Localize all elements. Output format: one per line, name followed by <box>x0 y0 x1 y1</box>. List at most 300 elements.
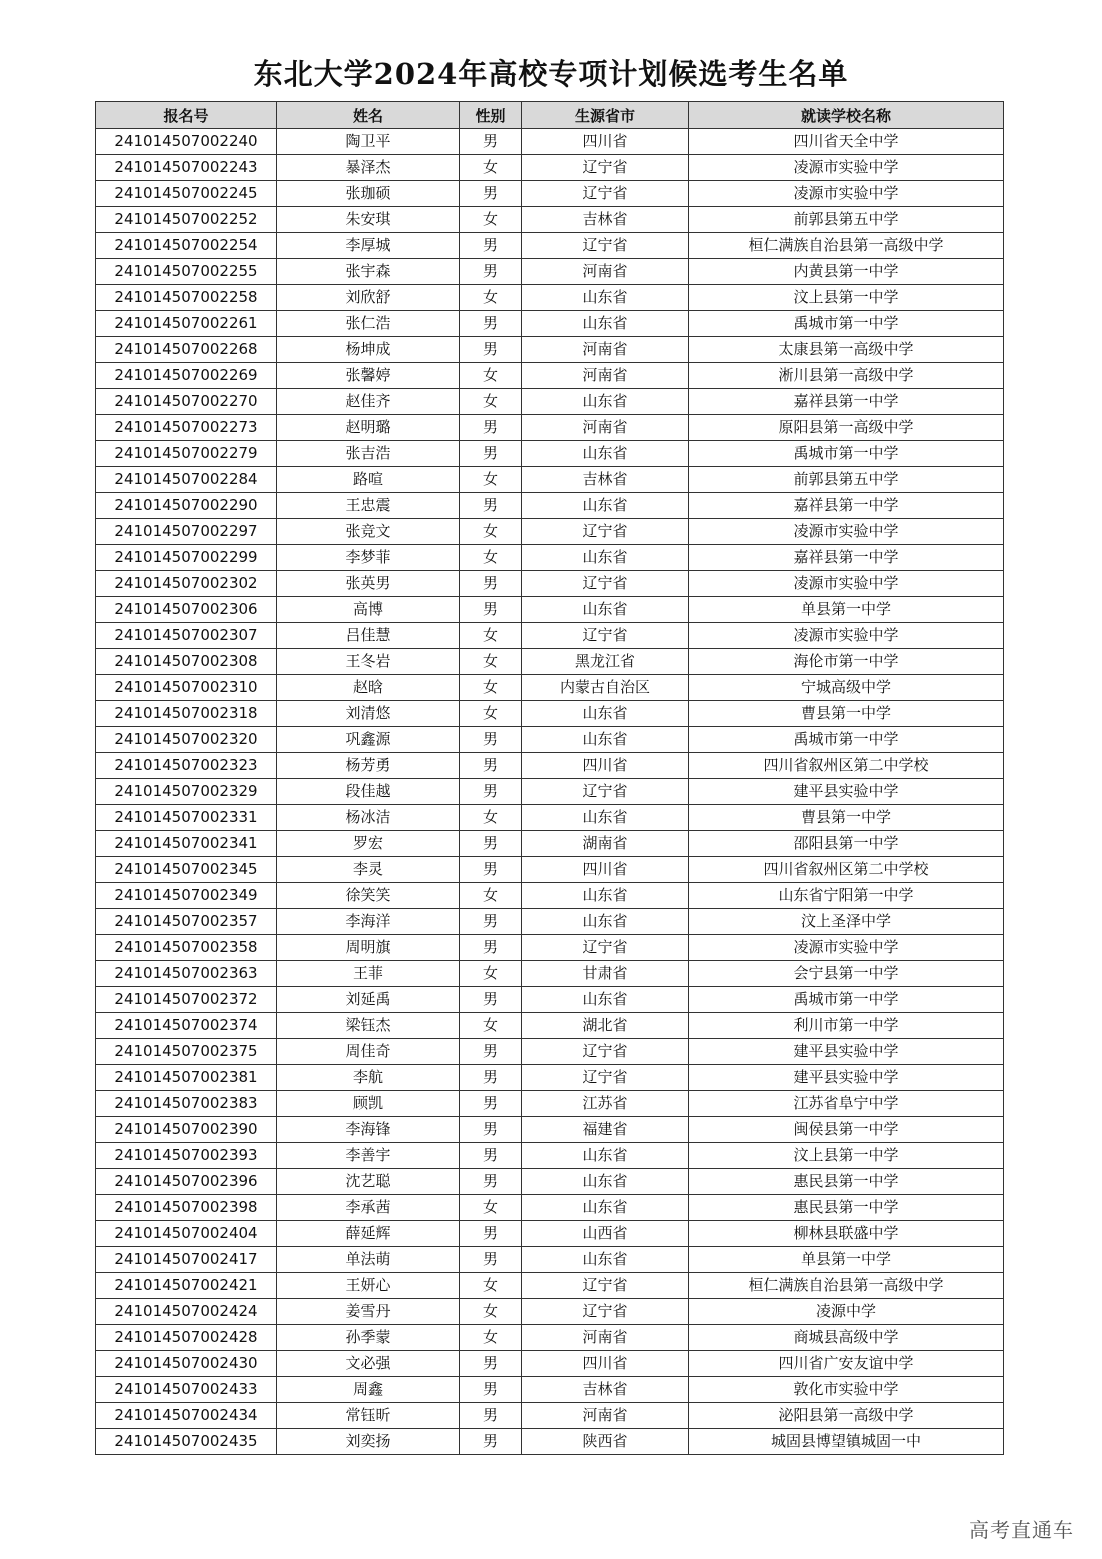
registration-number-cell: 241014507002310 <box>96 675 277 701</box>
gender-cell: 女 <box>460 1013 522 1039</box>
name-cell: 薛延辉 <box>277 1221 460 1247</box>
gender-cell: 男 <box>460 1143 522 1169</box>
school-cell: 凌源市实验中学 <box>689 519 1004 545</box>
col-header-province: 生源省市 <box>522 102 689 129</box>
registration-number-cell: 241014507002435 <box>96 1429 277 1455</box>
registration-number-cell: 241014507002290 <box>96 493 277 519</box>
name-cell: 巩鑫源 <box>277 727 460 753</box>
province-cell: 辽宁省 <box>522 935 689 961</box>
table-row <box>96 727 1004 753</box>
school-cell: 海伦市第一中学 <box>689 649 1004 675</box>
school-cell: 太康县第一高级中学 <box>689 337 1004 363</box>
name-cell: 孙季蒙 <box>277 1325 460 1351</box>
province-cell: 山东省 <box>522 701 689 727</box>
province-cell: 山东省 <box>522 389 689 415</box>
gender-cell: 女 <box>460 1299 522 1325</box>
school-cell: 禹城市第一中学 <box>689 727 1004 753</box>
province-cell: 湖南省 <box>522 831 689 857</box>
gender-cell: 男 <box>460 1065 522 1091</box>
province-cell: 山东省 <box>522 493 689 519</box>
gender-cell: 男 <box>460 779 522 805</box>
table-row <box>96 1039 1004 1065</box>
school-cell: 泌阳县第一高级中学 <box>689 1403 1004 1429</box>
name-cell: 顾凯 <box>277 1091 460 1117</box>
school-cell: 禹城市第一中学 <box>689 441 1004 467</box>
province-cell: 山东省 <box>522 805 689 831</box>
table-row <box>96 1143 1004 1169</box>
name-cell: 朱安琪 <box>277 207 460 233</box>
school-cell: 禹城市第一中学 <box>689 311 1004 337</box>
gender-cell: 女 <box>460 285 522 311</box>
col-header-registration-number: 报名号 <box>96 102 277 129</box>
registration-number-cell: 241014507002240 <box>96 129 277 155</box>
registration-number-cell: 241014507002245 <box>96 181 277 207</box>
gender-cell: 女 <box>460 1273 522 1299</box>
gender-cell: 女 <box>460 675 522 701</box>
table-row <box>96 909 1004 935</box>
gender-cell: 男 <box>460 1039 522 1065</box>
gender-cell: 女 <box>460 623 522 649</box>
gender-cell: 女 <box>460 883 522 909</box>
registration-number-cell: 241014507002261 <box>96 311 277 337</box>
registration-number-cell: 241014507002433 <box>96 1377 277 1403</box>
province-cell: 山西省 <box>522 1221 689 1247</box>
school-cell: 单县第一中学 <box>689 1247 1004 1273</box>
table-row <box>96 1377 1004 1403</box>
gender-cell: 女 <box>460 389 522 415</box>
table-row <box>96 155 1004 181</box>
registration-number-cell: 241014507002396 <box>96 1169 277 1195</box>
table-row <box>96 181 1004 207</box>
registration-number-cell: 241014507002258 <box>96 285 277 311</box>
registration-number-cell: 241014507002381 <box>96 1065 277 1091</box>
col-header-school: 就读学校名称 <box>689 102 1004 129</box>
province-cell: 辽宁省 <box>522 1273 689 1299</box>
registration-number-cell: 241014507002273 <box>96 415 277 441</box>
gender-cell: 男 <box>460 987 522 1013</box>
school-cell: 内黄县第一中学 <box>689 259 1004 285</box>
name-cell: 李善宇 <box>277 1143 460 1169</box>
table-row <box>96 675 1004 701</box>
province-cell: 吉林省 <box>522 1377 689 1403</box>
table-row <box>96 753 1004 779</box>
name-cell: 李梦菲 <box>277 545 460 571</box>
registration-number-cell: 241014507002430 <box>96 1351 277 1377</box>
table-row <box>96 207 1004 233</box>
name-cell: 王妍心 <box>277 1273 460 1299</box>
gender-cell: 男 <box>460 1351 522 1377</box>
table-row <box>96 1351 1004 1377</box>
table-row <box>96 1221 1004 1247</box>
province-cell: 福建省 <box>522 1117 689 1143</box>
school-cell: 宁城高级中学 <box>689 675 1004 701</box>
gender-cell: 男 <box>460 311 522 337</box>
candidate-table <box>95 101 1004 1455</box>
table-row <box>96 987 1004 1013</box>
registration-number-cell: 241014507002404 <box>96 1221 277 1247</box>
province-cell: 山东省 <box>522 909 689 935</box>
registration-number-cell: 241014507002390 <box>96 1117 277 1143</box>
registration-number-cell: 241014507002329 <box>96 779 277 805</box>
province-cell: 河南省 <box>522 337 689 363</box>
table-header <box>96 102 1004 129</box>
name-cell: 刘奕扬 <box>277 1429 460 1455</box>
watermark: 高考直通车 <box>969 1518 1074 1542</box>
table-row <box>96 311 1004 337</box>
registration-number-cell: 241014507002302 <box>96 571 277 597</box>
registration-number-cell: 241014507002331 <box>96 805 277 831</box>
province-cell: 陕西省 <box>522 1429 689 1455</box>
table-row <box>96 545 1004 571</box>
registration-number-cell: 241014507002255 <box>96 259 277 285</box>
name-cell: 段佳越 <box>277 779 460 805</box>
school-cell: 凌源中学 <box>689 1299 1004 1325</box>
table-row <box>96 831 1004 857</box>
school-cell: 凌源市实验中学 <box>689 181 1004 207</box>
school-cell: 曹县第一中学 <box>689 701 1004 727</box>
registration-number-cell: 241014507002428 <box>96 1325 277 1351</box>
registration-number-cell: 241014507002424 <box>96 1299 277 1325</box>
gender-cell: 女 <box>460 519 522 545</box>
gender-cell: 男 <box>460 129 522 155</box>
gender-cell: 男 <box>460 1169 522 1195</box>
name-cell: 刘延禹 <box>277 987 460 1013</box>
table-row <box>96 571 1004 597</box>
school-cell: 桓仁满族自治县第一高级中学 <box>689 233 1004 259</box>
name-cell: 张英男 <box>277 571 460 597</box>
table-row <box>96 1429 1004 1455</box>
school-cell: 利川市第一中学 <box>689 1013 1004 1039</box>
province-cell: 辽宁省 <box>522 779 689 805</box>
name-cell: 张馨婷 <box>277 363 460 389</box>
registration-number-cell: 241014507002269 <box>96 363 277 389</box>
name-cell: 常钰昕 <box>277 1403 460 1429</box>
table-row <box>96 857 1004 883</box>
school-cell: 前郭县第五中学 <box>689 467 1004 493</box>
name-cell: 高博 <box>277 597 460 623</box>
school-cell: 闽侯县第一中学 <box>689 1117 1004 1143</box>
name-cell: 路喧 <box>277 467 460 493</box>
gender-cell: 女 <box>460 545 522 571</box>
registration-number-cell: 241014507002279 <box>96 441 277 467</box>
gender-cell: 男 <box>460 571 522 597</box>
province-cell: 内蒙古自治区 <box>522 675 689 701</box>
table-row <box>96 805 1004 831</box>
table-row <box>96 883 1004 909</box>
name-cell: 李海洋 <box>277 909 460 935</box>
table-row <box>96 337 1004 363</box>
gender-cell: 男 <box>460 727 522 753</box>
province-cell: 河南省 <box>522 259 689 285</box>
table-body <box>96 129 1004 1455</box>
province-cell: 山东省 <box>522 727 689 753</box>
gender-cell: 女 <box>460 1325 522 1351</box>
name-cell: 周明旗 <box>277 935 460 961</box>
table-row <box>96 1299 1004 1325</box>
school-cell: 淅川县第一高级中学 <box>689 363 1004 389</box>
province-cell: 辽宁省 <box>522 1039 689 1065</box>
name-cell: 赵佳齐 <box>277 389 460 415</box>
province-cell: 四川省 <box>522 753 689 779</box>
gender-cell: 男 <box>460 597 522 623</box>
school-cell: 敦化市实验中学 <box>689 1377 1004 1403</box>
province-cell: 山东省 <box>522 1143 689 1169</box>
gender-cell: 女 <box>460 701 522 727</box>
registration-number-cell: 241014507002243 <box>96 155 277 181</box>
gender-cell: 男 <box>460 1221 522 1247</box>
province-cell: 辽宁省 <box>522 1065 689 1091</box>
school-cell: 城固县博望镇城固一中 <box>689 1429 1004 1455</box>
province-cell: 江苏省 <box>522 1091 689 1117</box>
name-cell: 王冬岩 <box>277 649 460 675</box>
school-cell: 汶上圣泽中学 <box>689 909 1004 935</box>
table-row <box>96 1403 1004 1429</box>
table-row <box>96 1195 1004 1221</box>
gender-cell: 男 <box>460 493 522 519</box>
name-cell: 王忠震 <box>277 493 460 519</box>
province-cell: 吉林省 <box>522 207 689 233</box>
registration-number-cell: 241014507002299 <box>96 545 277 571</box>
registration-number-cell: 241014507002306 <box>96 597 277 623</box>
province-cell: 河南省 <box>522 415 689 441</box>
province-cell: 黑龙江省 <box>522 649 689 675</box>
name-cell: 陶卫平 <box>277 129 460 155</box>
province-cell: 山东省 <box>522 883 689 909</box>
province-cell: 山东省 <box>522 1169 689 1195</box>
province-cell: 四川省 <box>522 129 689 155</box>
name-cell: 赵晗 <box>277 675 460 701</box>
gender-cell: 男 <box>460 337 522 363</box>
province-cell: 湖北省 <box>522 1013 689 1039</box>
registration-number-cell: 241014507002345 <box>96 857 277 883</box>
table-row <box>96 623 1004 649</box>
name-cell: 李海锋 <box>277 1117 460 1143</box>
table-row <box>96 961 1004 987</box>
school-cell: 禹城市第一中学 <box>689 987 1004 1013</box>
registration-number-cell: 241014507002383 <box>96 1091 277 1117</box>
name-cell: 周佳奇 <box>277 1039 460 1065</box>
gender-cell: 男 <box>460 441 522 467</box>
registration-number-cell: 241014507002252 <box>96 207 277 233</box>
province-cell: 辽宁省 <box>522 623 689 649</box>
gender-cell: 女 <box>460 207 522 233</box>
school-cell: 凌源市实验中学 <box>689 935 1004 961</box>
registration-number-cell: 241014507002374 <box>96 1013 277 1039</box>
table-row <box>96 649 1004 675</box>
registration-number-cell: 241014507002421 <box>96 1273 277 1299</box>
registration-number-cell: 241014507002341 <box>96 831 277 857</box>
gender-cell: 男 <box>460 909 522 935</box>
school-cell: 惠民县第一中学 <box>689 1195 1004 1221</box>
registration-number-cell: 241014507002318 <box>96 701 277 727</box>
province-cell: 河南省 <box>522 1325 689 1351</box>
school-cell: 邵阳县第一中学 <box>689 831 1004 857</box>
name-cell: 文必强 <box>277 1351 460 1377</box>
province-cell: 辽宁省 <box>522 233 689 259</box>
school-cell: 凌源市实验中学 <box>689 155 1004 181</box>
name-cell: 徐笑笑 <box>277 883 460 909</box>
gender-cell: 男 <box>460 1403 522 1429</box>
name-cell: 刘清悠 <box>277 701 460 727</box>
school-cell: 四川省广安友谊中学 <box>689 1351 1004 1377</box>
registration-number-cell: 241014507002284 <box>96 467 277 493</box>
gender-cell: 男 <box>460 857 522 883</box>
school-cell: 建平县实验中学 <box>689 1039 1004 1065</box>
registration-number-cell: 241014507002349 <box>96 883 277 909</box>
name-cell: 姜雪丹 <box>277 1299 460 1325</box>
table-row <box>96 363 1004 389</box>
registration-number-cell: 241014507002297 <box>96 519 277 545</box>
school-cell: 四川省叙州区第二中学校 <box>689 857 1004 883</box>
name-cell: 吕佳慧 <box>277 623 460 649</box>
gender-cell: 男 <box>460 1247 522 1273</box>
registration-number-cell: 241014507002320 <box>96 727 277 753</box>
registration-number-cell: 241014507002375 <box>96 1039 277 1065</box>
table-row <box>96 441 1004 467</box>
name-cell: 杨冰洁 <box>277 805 460 831</box>
gender-cell: 男 <box>460 415 522 441</box>
province-cell: 河南省 <box>522 1403 689 1429</box>
name-cell: 单法萌 <box>277 1247 460 1273</box>
school-cell: 单县第一中学 <box>689 597 1004 623</box>
name-cell: 李灵 <box>277 857 460 883</box>
registration-number-cell: 241014507002358 <box>96 935 277 961</box>
school-cell: 汶上县第一中学 <box>689 285 1004 311</box>
school-cell: 建平县实验中学 <box>689 779 1004 805</box>
gender-cell: 女 <box>460 649 522 675</box>
name-cell: 刘欣舒 <box>277 285 460 311</box>
table-row <box>96 1247 1004 1273</box>
table-row <box>96 467 1004 493</box>
table-row <box>96 1065 1004 1091</box>
gender-cell: 男 <box>460 1429 522 1455</box>
school-cell: 嘉祥县第一中学 <box>689 493 1004 519</box>
gender-cell: 女 <box>460 961 522 987</box>
table-row <box>96 259 1004 285</box>
table-row <box>96 519 1004 545</box>
registration-number-cell: 241014507002417 <box>96 1247 277 1273</box>
school-cell: 柳林县联盛中学 <box>689 1221 1004 1247</box>
page-title: 东北大学2024年高校专项计划候选考生名单 <box>253 57 849 91</box>
province-cell: 四川省 <box>522 1351 689 1377</box>
name-cell: 赵明璐 <box>277 415 460 441</box>
gender-cell: 男 <box>460 259 522 285</box>
province-cell: 四川省 <box>522 857 689 883</box>
gender-cell: 女 <box>460 467 522 493</box>
registration-number-cell: 241014507002357 <box>96 909 277 935</box>
col-header-name: 姓名 <box>277 102 460 129</box>
gender-cell: 男 <box>460 753 522 779</box>
gender-cell: 男 <box>460 233 522 259</box>
gender-cell: 女 <box>460 155 522 181</box>
name-cell: 李航 <box>277 1065 460 1091</box>
table-row <box>96 935 1004 961</box>
table-row <box>96 415 1004 441</box>
province-cell: 山东省 <box>522 545 689 571</box>
name-cell: 张竞文 <box>277 519 460 545</box>
name-cell: 李厚城 <box>277 233 460 259</box>
school-cell: 四川省天全中学 <box>689 129 1004 155</box>
province-cell: 辽宁省 <box>522 1299 689 1325</box>
gender-cell: 女 <box>460 1195 522 1221</box>
gender-cell: 女 <box>460 805 522 831</box>
gender-cell: 男 <box>460 1377 522 1403</box>
name-cell: 杨坤成 <box>277 337 460 363</box>
school-cell: 会宁县第一中学 <box>689 961 1004 987</box>
school-cell: 凌源市实验中学 <box>689 571 1004 597</box>
province-cell: 辽宁省 <box>522 571 689 597</box>
school-cell: 惠民县第一中学 <box>689 1169 1004 1195</box>
school-cell: 嘉祥县第一中学 <box>689 545 1004 571</box>
table-row <box>96 597 1004 623</box>
school-cell: 江苏省阜宁中学 <box>689 1091 1004 1117</box>
name-cell: 张吉浩 <box>277 441 460 467</box>
province-cell: 山东省 <box>522 1247 689 1273</box>
table-row <box>96 779 1004 805</box>
table-row <box>96 493 1004 519</box>
table-row <box>96 1169 1004 1195</box>
registration-number-cell: 241014507002363 <box>96 961 277 987</box>
school-cell: 山东省宁阳第一中学 <box>689 883 1004 909</box>
gender-cell: 男 <box>460 1117 522 1143</box>
school-cell: 曹县第一中学 <box>689 805 1004 831</box>
province-cell: 河南省 <box>522 363 689 389</box>
table-row <box>96 285 1004 311</box>
header-row <box>96 102 1004 129</box>
school-cell: 四川省叙州区第二中学校 <box>689 753 1004 779</box>
name-cell: 张仁浩 <box>277 311 460 337</box>
registration-number-cell: 241014507002254 <box>96 233 277 259</box>
table-row <box>96 1273 1004 1299</box>
school-cell: 汶上县第一中学 <box>689 1143 1004 1169</box>
registration-number-cell: 241014507002434 <box>96 1403 277 1429</box>
school-cell: 建平县实验中学 <box>689 1065 1004 1091</box>
table-row <box>96 701 1004 727</box>
province-cell: 山东省 <box>522 1195 689 1221</box>
school-cell: 原阳县第一高级中学 <box>689 415 1004 441</box>
col-header-gender: 性别 <box>460 102 522 129</box>
name-cell: 沈艺聪 <box>277 1169 460 1195</box>
table-row <box>96 389 1004 415</box>
school-cell: 桓仁满族自治县第一高级中学 <box>689 1273 1004 1299</box>
registration-number-cell: 241014507002270 <box>96 389 277 415</box>
province-cell: 辽宁省 <box>522 519 689 545</box>
registration-number-cell: 241014507002372 <box>96 987 277 1013</box>
province-cell: 山东省 <box>522 987 689 1013</box>
province-cell: 甘肃省 <box>522 961 689 987</box>
table-row <box>96 1325 1004 1351</box>
gender-cell: 男 <box>460 831 522 857</box>
province-cell: 山东省 <box>522 285 689 311</box>
school-cell: 嘉祥县第一中学 <box>689 389 1004 415</box>
table-row <box>96 1117 1004 1143</box>
gender-cell: 女 <box>460 363 522 389</box>
school-cell: 商城县高级中学 <box>689 1325 1004 1351</box>
gender-cell: 男 <box>460 1091 522 1117</box>
province-cell: 辽宁省 <box>522 181 689 207</box>
registration-number-cell: 241014507002308 <box>96 649 277 675</box>
gender-cell: 男 <box>460 935 522 961</box>
name-cell: 罗宏 <box>277 831 460 857</box>
registration-number-cell: 241014507002307 <box>96 623 277 649</box>
gender-cell: 男 <box>460 181 522 207</box>
registration-number-cell: 241014507002323 <box>96 753 277 779</box>
registration-number-cell: 241014507002268 <box>96 337 277 363</box>
name-cell: 杨芳勇 <box>277 753 460 779</box>
table-row <box>96 129 1004 155</box>
table-row <box>96 1091 1004 1117</box>
registration-number-cell: 241014507002393 <box>96 1143 277 1169</box>
